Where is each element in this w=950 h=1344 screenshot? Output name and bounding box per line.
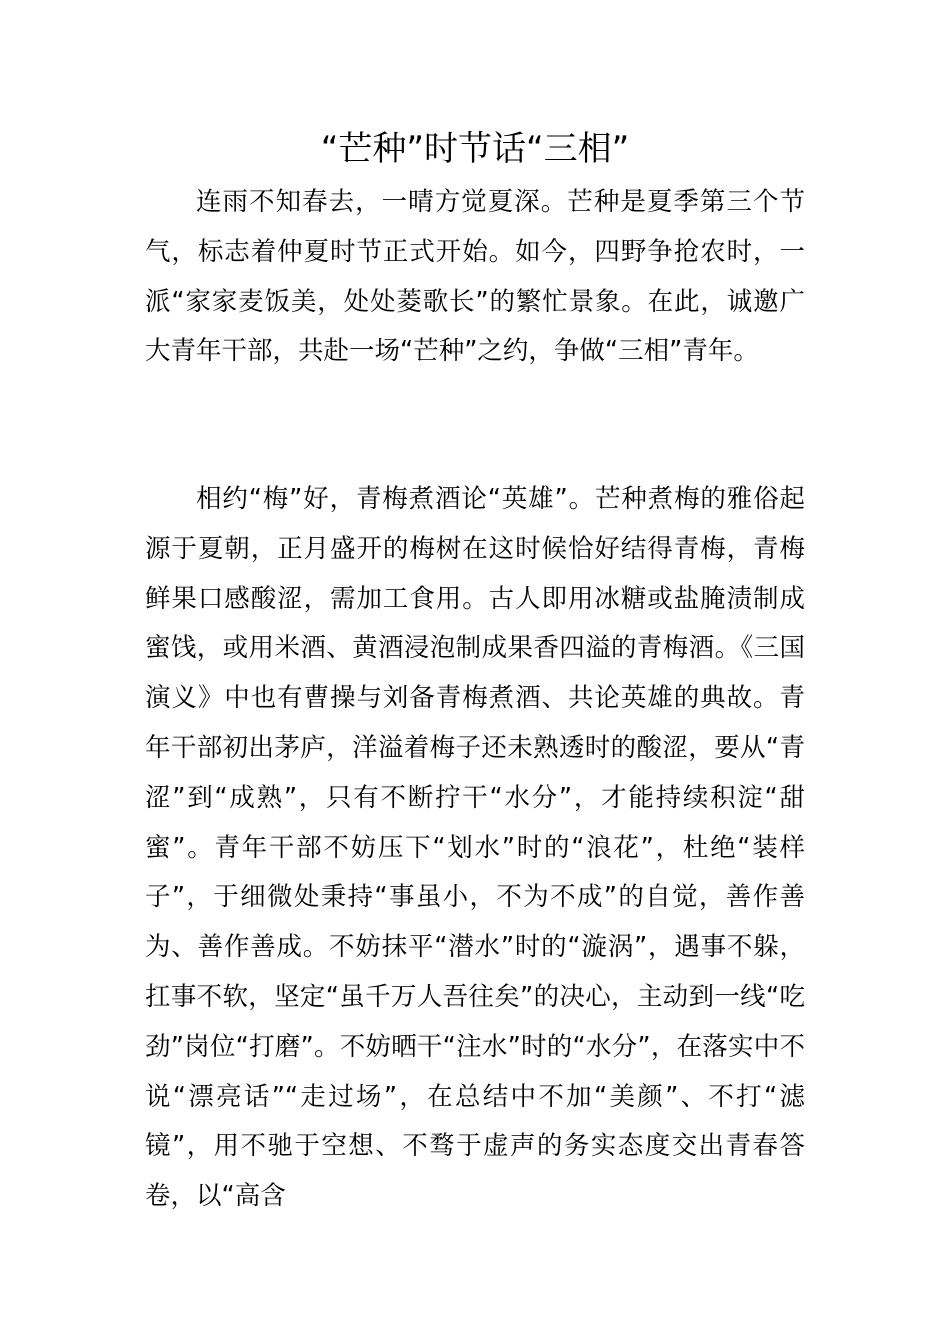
document-title: “芒种”时节话“三相” (320, 129, 630, 169)
paragraph-intro: 连雨不知春去，一晴方觉夏深。芒种是夏季第三个节气，标志着仲夏时节正式开始。如今，四野争抢农时，一派“家家麦饭美，处处菱歌长”的繁忙景象。在此，诚邀广大青年干部，共赴一场“芒种”之约，争做“三相”青年。 (145, 187, 805, 367)
paragraph-qingmei: 相约“梅”好，青梅煮酒论“英雄”。芒种煮梅的雅俗起源于夏朝，正月盛开的梅树在这时候恰好结得青梅，青梅鲜果口感酸涩，需加工食用。古人即用冰糖或盐腌渍制成蜜饯，或用米酒、黄酒浸泡制成果香四溢的青梅酒。《三国演义》中也有曹操与刘备青梅煮酒、共论英雄的典故。青年干部初出茅庐，洋溢着梅子还未熟透时的酸涩，要从“青涩”到“成熟”，只有不断拧干“水分”，才能持续积淀“甜蜜”。青年干部不妨压下“划水”时的“浪花”，杜绝“装样子”，于细微处秉持“事虽小，不为不成”的自觉，善作善为、善作善成。不妨抹平“潜水”时的“漩涡”，遇事不躲，扛事不软，坚定“虽千万人吾往矣”的决心，主动到一线“吃劲”岗位“打磨”。不妨晒干“注水”时的“水分”，在落实中不说“漂亮话”“走过场”，在总结中不加“美颜”、不打“滤镜”，用不驰于空想、不骛于虚声的务实态度交出青春答卷，以“高含 (145, 484, 805, 1212)
